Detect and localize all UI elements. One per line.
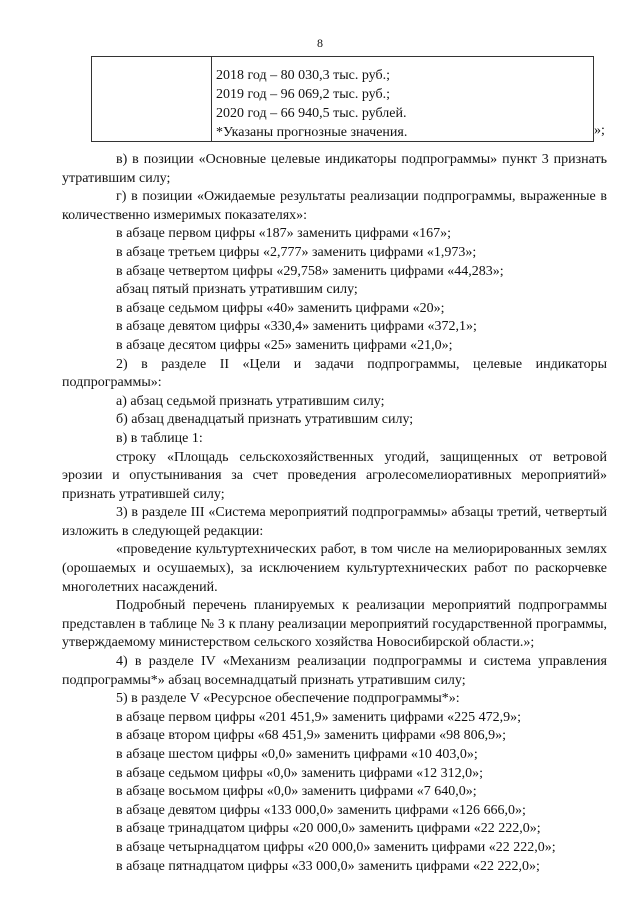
paragraph: в абзаце четырнадцатом цифры «20 000,0» заменить цифрами «22 222,0»; xyxy=(116,839,556,855)
paragraph: в абзаце седьмом цифры «0,0» заменить цифрами «12 312,0»; xyxy=(116,765,484,781)
paragraph: г) в позиции «Ожидаемые результаты реализации подпрограммы, выраженные в количественно измеримых показателях»: xyxy=(62,189,607,223)
paragraph: Подробный перечень планируемых к реализации мероприятий подпрограммы представлен в таблице № 3 к плану реализации мероприятий государственной программы, утверждаемому министерством сельского хозяйства Новосибирской области.»; xyxy=(62,598,607,651)
page-number: 8 xyxy=(317,36,323,50)
paragraph: в абзаце десятом цифры «25» заменить цифрами «21,0»; xyxy=(116,337,453,353)
paragraph: б) абзац двенадцатый признать утратившим силу; xyxy=(116,412,414,428)
paragraph: в абзаце шестом цифры «0,0» заменить цифрами «10 403,0»; xyxy=(116,747,478,762)
paragraph: строку «Площадь сельскохозяйственных угодий, защищенных от ветровой эрозии и опустынивания за счет проведения агролесомелиоративных мероприятий» признать утратившей силу; xyxy=(62,449,607,502)
paragraph: «проведение культуртехнических работ, в том числе на мелиорированных землях (орошаемых и осушаемых), за исключением культуртехнических работ по раскорчевке многолетних насаждений. xyxy=(62,542,607,595)
paragraph: 3) в разделе III «Система мероприятий подпрограммы» абзацы третий, четвертый изложить в следующей редакции: xyxy=(62,505,607,539)
paragraph: в абзаце восьмом цифры «0,0» заменить цифрами «7 640,0»; xyxy=(116,784,477,800)
paragraph: в абзаце третьем цифры «2,777» заменить цифрами «1,973»; xyxy=(116,244,477,260)
table-line-2018: 2018 год – 80 030,3 тыс. руб.; xyxy=(216,68,390,83)
table-column-divider xyxy=(211,56,212,141)
table-line-2019: 2019 год – 96 069,2 тыс. руб.; xyxy=(216,87,390,102)
paragraph: в абзаце девятом цифры «330,4» заменить цифрами «372,1»; xyxy=(116,319,477,335)
paragraph: абзац пятый признать утратившим силу; xyxy=(116,282,358,298)
paragraph: в абзаце первом цифры «201 451,9» заменить цифрами «225 472,9»; xyxy=(116,709,521,725)
paragraph: в абзаце первом цифры «187» заменить цифрами «167»; xyxy=(116,226,451,242)
paragraph: в) в таблице 1: xyxy=(116,430,203,446)
document-body xyxy=(62,151,607,876)
paragraph: 2) в разделе II «Цели и задачи подпрограммы, целевые индикаторы подпрограммы»: xyxy=(62,356,607,391)
paragraph: в абзаце пятнадцатом цифры «33 000,0» заменить цифрами «22 222,0»; xyxy=(116,858,540,874)
table-closing-quote: »; xyxy=(594,123,605,138)
paragraph: в абзаце втором цифры «68 451,9» заменить цифрами «98 806,9»; xyxy=(116,728,506,744)
paragraph: в) в позиции «Основные целевые индикаторы подпрограммы» пункт 3 признать утратившим силу; xyxy=(62,152,607,186)
paragraph: в абзаце девятом цифры «133 000,0» заменить цифрами «126 666,0»; xyxy=(116,802,526,818)
paragraph: в абзаце четвертом цифры «29,758» заменить цифрами «44,283»; xyxy=(116,263,504,279)
paragraph: 5) в разделе V «Ресурсное обеспечение подпрограммы*»: xyxy=(116,691,460,707)
table-line-2020: 2020 год – 66 940,5 тыс. рублей. xyxy=(216,106,407,121)
table-cell xyxy=(216,66,407,142)
paragraph: а) абзац седьмой признать утратившим силу; xyxy=(116,393,385,409)
paragraph: в абзаце седьмом цифры «40» заменить цифрами «20»; xyxy=(116,300,445,316)
paragraph: 4) в разделе IV «Механизм реализации подпрограммы и система управления подпрограммы*» абзац восемнадцатый признать утратившим силу; xyxy=(62,654,607,688)
table-line-note: *Указаны прогнозные значения. xyxy=(216,125,408,140)
paragraph: в абзаце тринадцатом цифры «20 000,0» заменить цифрами «22 222,0»; xyxy=(116,821,541,837)
